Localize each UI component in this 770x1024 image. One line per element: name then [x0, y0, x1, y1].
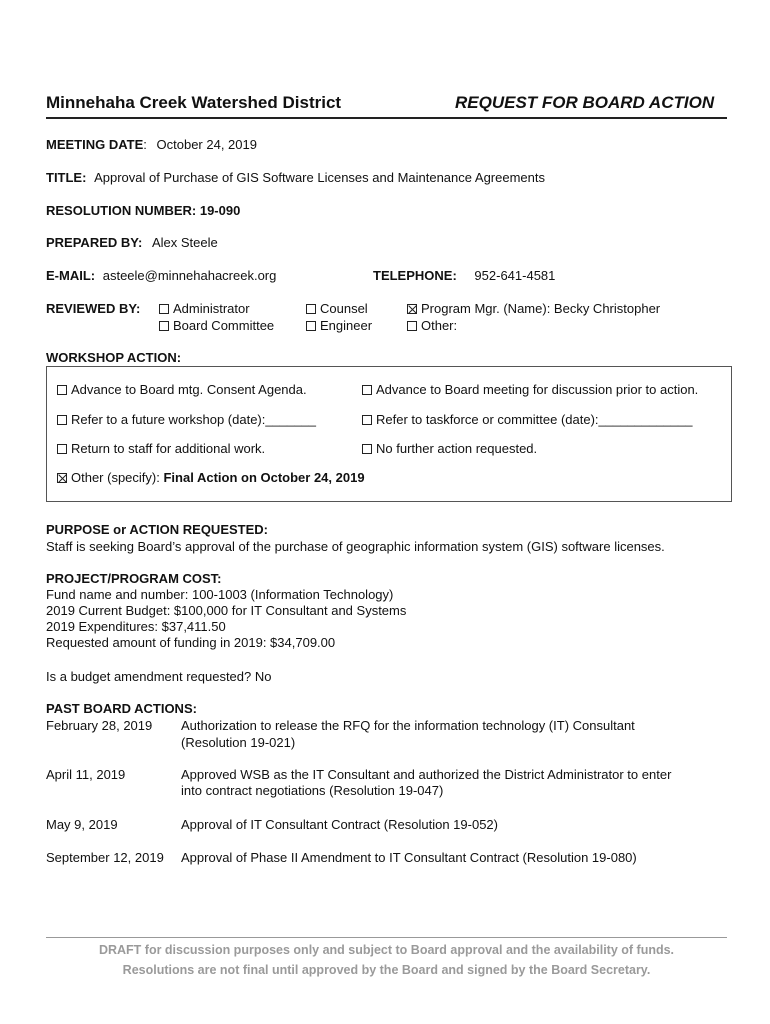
- past-action-text: Approved WSB as the IT Consultant and authorized the District Administrator to enter: [181, 767, 672, 782]
- reviewed-option-board-committee[interactable]: Board Committee: [159, 318, 274, 334]
- checked-checkbox-icon[interactable]: [57, 473, 67, 483]
- checkbox-icon[interactable]: [362, 385, 372, 395]
- checkbox-icon[interactable]: [57, 385, 67, 395]
- workshop-option-other[interactable]: Other (specify): Final Action on October 24, 2019: [57, 470, 365, 486]
- meeting-date-colon: :: [143, 137, 147, 152]
- past-actions-label: PAST BOARD ACTIONS:: [46, 701, 197, 716]
- workshop-option-consent[interactable]: Advance to Board mtg. Consent Agenda.: [57, 382, 307, 398]
- workshop-label: WORKSHOP ACTION:: [46, 350, 182, 365]
- cost-expenditures-line: 2019 Expenditures: $37,411.50: [46, 619, 226, 634]
- email-value: asteele@minnehahacreek.org: [102, 268, 277, 283]
- checkbox-icon[interactable]: [57, 444, 67, 454]
- purpose-text: Staff is seeking Board’s approval of the purchase of geographic information system (GIS) software licenses.: [46, 539, 665, 554]
- checkbox-icon[interactable]: [306, 321, 316, 331]
- checkbox-icon[interactable]: [362, 444, 372, 454]
- telephone-value: 952-641-4581: [474, 268, 556, 283]
- workshop-option-taskforce[interactable]: Refer to taskforce or committee (date):_____________: [362, 412, 693, 428]
- checkbox-icon[interactable]: [159, 304, 169, 314]
- past-action-date: May 9, 2019: [46, 817, 118, 832]
- header-rule: [46, 117, 727, 119]
- reviewed-option-administrator[interactable]: Administrator: [159, 301, 250, 317]
- document-type: REQUEST FOR BOARD ACTION: [455, 93, 715, 112]
- workshop-other-value: Final Action on October 24, 2019: [163, 470, 365, 485]
- resolution-label: RESOLUTION NUMBER:: [46, 203, 197, 218]
- resolution-value: 19-090: [199, 203, 241, 218]
- reviewed-label: REVIEWED BY:: [46, 301, 141, 316]
- meeting-date-value: October 24, 2019: [156, 137, 257, 152]
- prepared-row: [46, 235, 218, 251]
- checkbox-icon[interactable]: [362, 415, 372, 425]
- checkbox-icon[interactable]: [57, 415, 67, 425]
- reviewed-option-other[interactable]: Other:: [407, 318, 457, 334]
- purpose-label: PURPOSE or ACTION REQUESTED:: [46, 522, 268, 537]
- checkbox-icon[interactable]: [407, 321, 417, 331]
- reviewed-option-program-manager[interactable]: Program Mgr. (Name): Becky Christopher: [407, 301, 660, 317]
- prepared-value: Alex Steele: [151, 235, 218, 250]
- past-action-text: Authorization to release the RFQ for the information technology (IT) Consultant: [181, 718, 635, 733]
- organization-name: Minnehaha Creek Watershed District: [46, 93, 342, 112]
- cost-budget-line: 2019 Current Budget: $100,000 for IT Consultant and Systems: [46, 603, 407, 618]
- checkbox-icon[interactable]: [306, 304, 316, 314]
- title-label: TITLE:: [46, 170, 87, 185]
- past-action-text: Approval of Phase II Amendment to IT Consultant Contract (Resolution 19-080): [181, 850, 637, 865]
- draft-disclaimer-line1: DRAFT for discussion purposes only and subject to Board approval and the availability of funds.: [98, 943, 675, 957]
- reviewed-option-engineer[interactable]: Engineer: [306, 318, 372, 334]
- meeting-date-label: MEETING DATE: [46, 137, 144, 152]
- workshop-option-no-further[interactable]: No further action requested.: [362, 441, 537, 457]
- workshop-option-return-staff[interactable]: Return to staff for additional work.: [57, 441, 265, 457]
- cost-label: PROJECT/PROGRAM COST:: [46, 571, 222, 586]
- draft-disclaimer: [46, 940, 727, 980]
- footer-rule: [46, 937, 727, 938]
- title-row: [46, 170, 545, 186]
- title-value: Approval of Purchase of GIS Software Licenses and Maintenance Agreements: [94, 170, 545, 185]
- prepared-label: PREPARED BY:: [46, 235, 143, 250]
- email-label: E-MAIL:: [46, 268, 96, 283]
- past-action-text-cont: into contract negotiations (Resolution 19-047): [181, 783, 444, 798]
- workshop-option-future-workshop[interactable]: Refer to a future workshop (date):_______: [57, 412, 316, 428]
- telephone-label: TELEPHONE:: [373, 268, 457, 283]
- cost-fund-line: Fund name and number: 100-1003 (Information Technology): [46, 587, 394, 602]
- email-row: [46, 268, 276, 284]
- meeting-date-row: [46, 137, 257, 153]
- past-action-date: September 12, 2019: [46, 850, 164, 865]
- workshop-option-discussion[interactable]: Advance to Board meeting for discussion prior to action.: [362, 382, 698, 398]
- past-action-text: Approval of IT Consultant Contract (Resolution 19-052): [181, 817, 498, 832]
- past-action-text-cont: (Resolution 19-021): [181, 735, 296, 750]
- resolution-row: [46, 203, 240, 219]
- checked-checkbox-icon[interactable]: [407, 304, 417, 314]
- draft-disclaimer-line2: Resolutions are not final until approved by the Board and signed by the Board Secretary.: [122, 963, 651, 977]
- budget-amendment-line: Is a budget amendment requested? No: [46, 669, 272, 684]
- checkbox-icon[interactable]: [159, 321, 169, 331]
- past-action-date: February 28, 2019: [46, 718, 153, 733]
- cost-requested-line: Requested amount of funding in 2019: $34,709.00: [46, 635, 336, 650]
- reviewed-option-counsel[interactable]: Counsel: [306, 301, 368, 317]
- past-action-date: April 11, 2019: [46, 767, 126, 782]
- telephone-row: [373, 268, 555, 284]
